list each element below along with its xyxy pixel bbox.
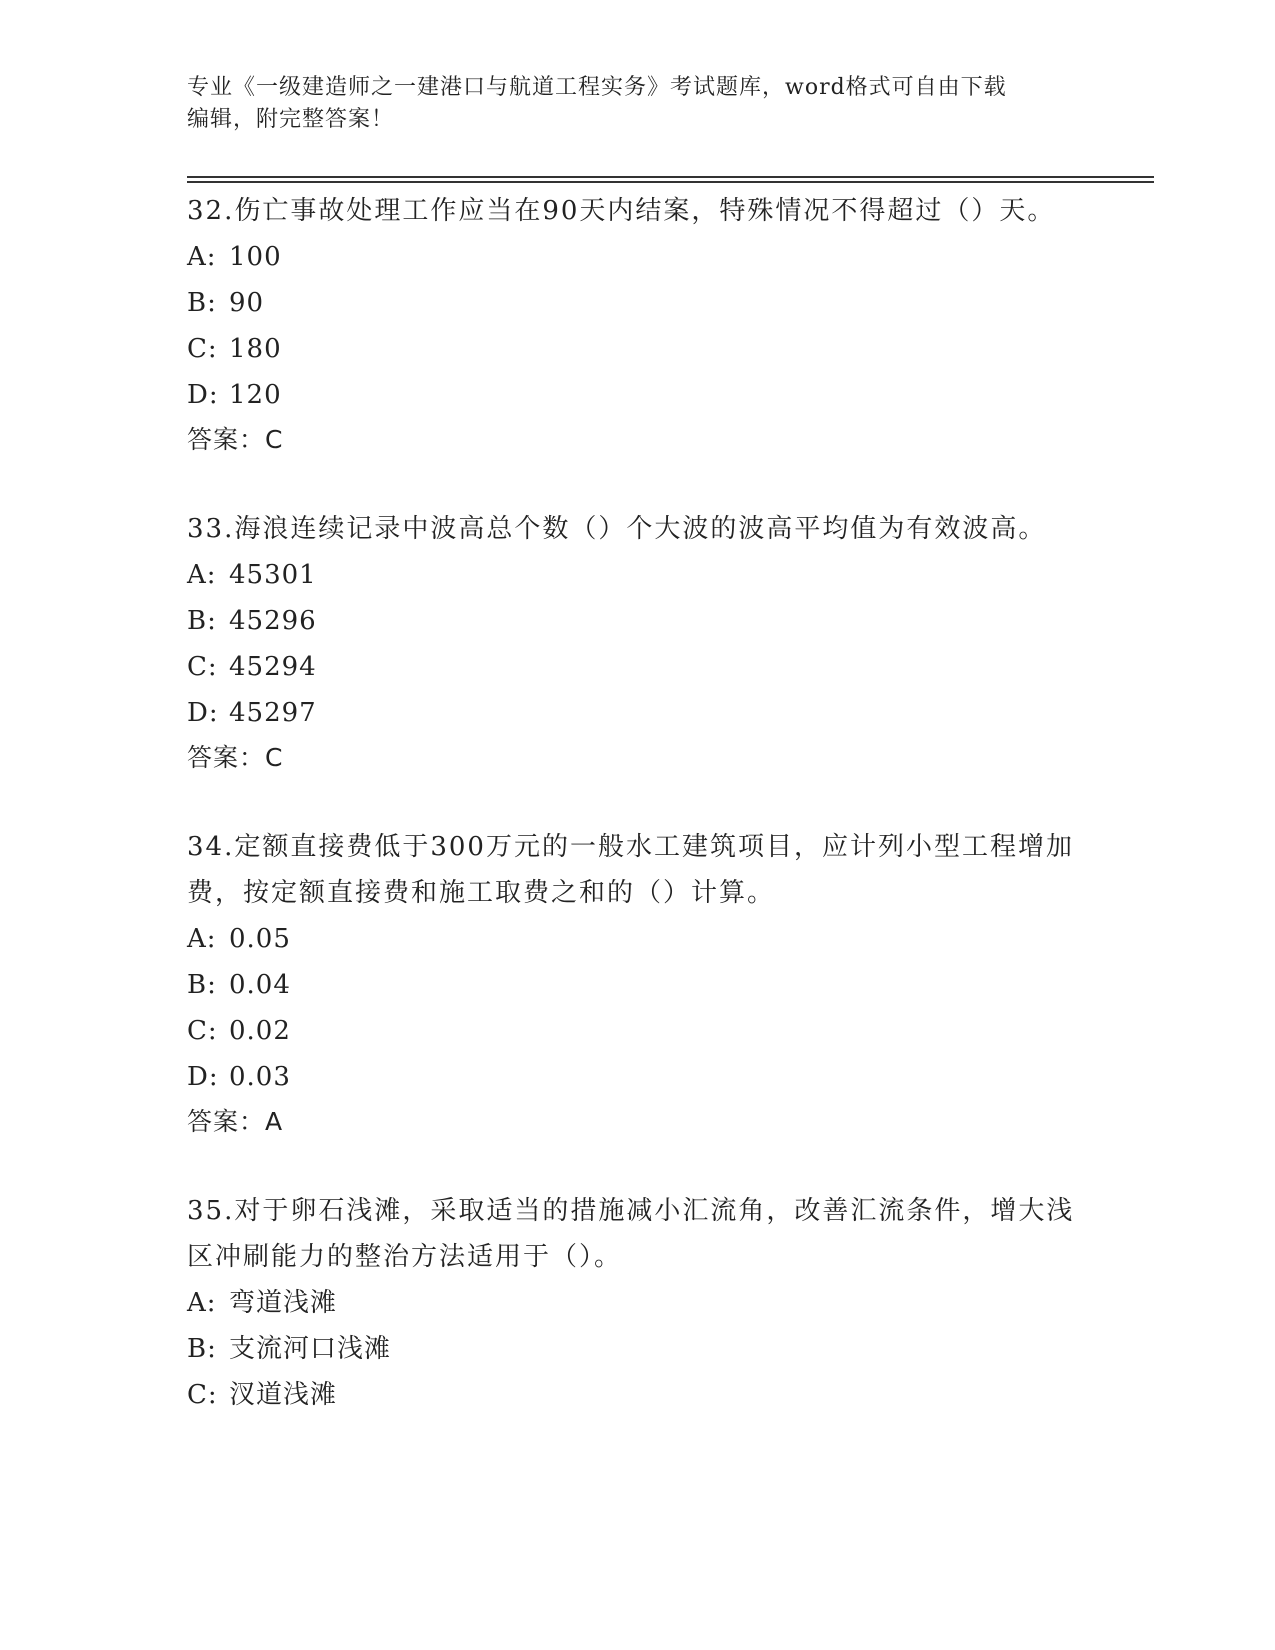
option-letter: A:	[187, 560, 217, 590]
option-letter: B:	[187, 970, 217, 1000]
option-b	[187, 1326, 1087, 1372]
option-value: 180	[229, 334, 282, 364]
answer-label: 答案：C	[187, 743, 284, 772]
option-value: 45297	[229, 698, 317, 728]
option-letter: C:	[187, 1016, 218, 1046]
option-letter: B:	[187, 1334, 217, 1364]
option-value: 0.03	[229, 1062, 291, 1092]
option-d	[187, 372, 1087, 418]
question-list	[187, 188, 1087, 1462]
option-value: 100	[229, 242, 282, 272]
question-text: 35.对于卵石浅滩，采取适当的措施减小汇流角，改善汇流条件，增大浅区冲刷能力的整治方法适用于（）。	[187, 1196, 1075, 1272]
option-letter: D:	[187, 1062, 219, 1092]
option-value: 90	[229, 288, 265, 318]
question-text: 32.伤亡事故处理工作应当在90天内结案，特殊情况不得超过（）天。	[187, 196, 1056, 226]
option-letter: D:	[187, 698, 219, 728]
option-c	[187, 326, 1087, 372]
question-35	[187, 1188, 1087, 1418]
option-value: 0.04	[229, 970, 291, 1000]
option-a	[187, 234, 1087, 280]
option-d	[187, 1054, 1087, 1100]
question-text: 34.定额直接费低于300万元的一般水工建筑项目，应计列小型工程增加费，按定额直接费和施工取费之和的（）计算。	[187, 832, 1074, 908]
option-letter: A:	[187, 924, 217, 954]
answer-label: 答案：C	[187, 425, 284, 454]
header-divider-top	[187, 176, 1154, 178]
option-c	[187, 1008, 1087, 1054]
option-value: 45296	[229, 606, 317, 636]
header-divider-bottom	[187, 181, 1154, 183]
question-text: 33.海浪连续记录中波高总个数（）个大波的波高平均值为有效波高。	[187, 514, 1047, 544]
option-b	[187, 962, 1087, 1008]
header-line-2: 编辑，附完整答案！	[187, 107, 395, 132]
option-value: 45301	[229, 560, 317, 590]
document-header	[187, 72, 1087, 136]
option-letter: C:	[187, 1380, 218, 1410]
option-c	[187, 1372, 1087, 1418]
option-a	[187, 552, 1087, 598]
option-letter: D:	[187, 380, 219, 410]
option-letter: B:	[187, 606, 217, 636]
question-33	[187, 506, 1087, 780]
option-d	[187, 690, 1087, 736]
option-a	[187, 1280, 1087, 1326]
option-value: 0.05	[229, 924, 291, 954]
question-34	[187, 824, 1087, 1144]
answer-label: 答案：A	[187, 1107, 284, 1136]
question-32	[187, 188, 1087, 462]
option-value: 弯道浅滩	[229, 1288, 338, 1318]
option-letter: A:	[187, 1288, 217, 1318]
option-letter: C:	[187, 652, 218, 682]
option-b	[187, 280, 1087, 326]
option-letter: A:	[187, 242, 217, 272]
header-line-1: 专业《一级建造师之一建港口与航道工程实务》考试题库，word格式可自由下载	[187, 75, 1007, 100]
option-c	[187, 644, 1087, 690]
option-value: 0.02	[229, 1016, 291, 1046]
option-value: 120	[229, 380, 282, 410]
option-letter: C:	[187, 334, 218, 364]
option-b	[187, 598, 1087, 644]
option-letter: B:	[187, 288, 217, 318]
option-a	[187, 916, 1087, 962]
option-value: 汊道浅滩	[229, 1380, 338, 1410]
option-value: 支流河口浅滩	[229, 1334, 392, 1364]
option-value: 45294	[229, 652, 317, 682]
